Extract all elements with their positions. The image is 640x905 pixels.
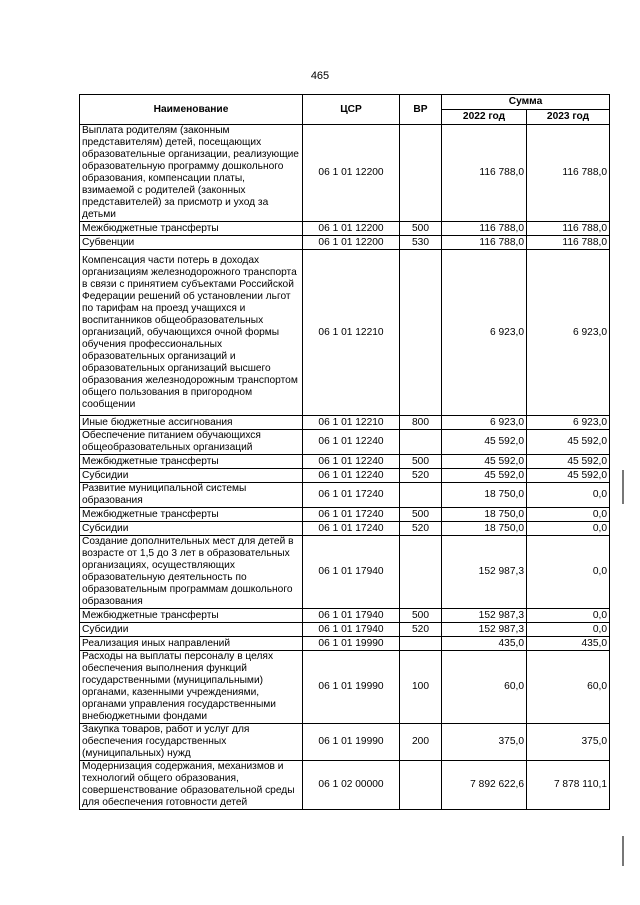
row-vr-cell (400, 536, 442, 609)
row-sum-2023-cell: 0,0 (527, 483, 610, 508)
row-sum-2023-cell: 6 923,0 (527, 416, 610, 430)
header-sum: Сумма (442, 95, 610, 110)
row-csr-cell: 06 1 01 12200 (303, 236, 400, 250)
row-sum-2023-cell: 6 923,0 (527, 250, 610, 416)
header-csr: ЦСР (303, 95, 400, 125)
row-sum-2023-cell: 0,0 (527, 623, 610, 637)
row-sum-2023-cell: 7 878 110,1 (527, 761, 610, 810)
row-name-cell: Модернизация содержания, механизмов и технологий общего образования, совершенствование образовательной среды для обеспечения готовности детей (80, 761, 303, 810)
table-row (80, 250, 610, 416)
row-sum-2022-cell: 375,0 (442, 724, 527, 761)
row-csr-cell: 06 1 01 17240 (303, 483, 400, 508)
row-vr-cell: 800 (400, 416, 442, 430)
table-row (80, 222, 610, 236)
table-header (80, 95, 610, 125)
page-number: 465 (310, 70, 330, 82)
row-vr-cell (400, 483, 442, 508)
header-year-2023: 2023 год (527, 110, 610, 125)
row-csr-cell: 06 1 01 17940 (303, 536, 400, 609)
row-sum-2023-cell: 435,0 (527, 637, 610, 651)
row-vr-cell: 500 (400, 455, 442, 469)
row-sum-2022-cell: 435,0 (442, 637, 527, 651)
row-sum-2023-cell: 0,0 (527, 536, 610, 609)
row-sum-2023-cell: 60,0 (527, 651, 610, 724)
header-vr: ВР (400, 95, 442, 125)
table-row (80, 469, 610, 483)
row-vr-cell (400, 761, 442, 810)
row-sum-2022-cell: 60,0 (442, 651, 527, 724)
header-year-2022: 2022 год (442, 110, 527, 125)
row-sum-2022-cell: 7 892 622,6 (442, 761, 527, 810)
row-name-cell: Межбюджетные трансферты (80, 455, 303, 469)
page-edge-mark (622, 470, 624, 504)
row-csr-cell: 06 1 02 00000 (303, 761, 400, 810)
table-row (80, 236, 610, 250)
table-row (80, 430, 610, 455)
table-row (80, 508, 610, 522)
row-name-cell: Межбюджетные трансферты (80, 222, 303, 236)
row-csr-cell: 06 1 01 19990 (303, 724, 400, 761)
row-sum-2023-cell: 116 788,0 (527, 125, 610, 222)
row-name-cell: Компенсация части потерь в доходах организациям железнодорожного транспорта в связи с принятием субъектами Российской Федерации решений об установлении льгот по тарифам на проезд учащихся и воспитанников общеобразовательных организаций, обучающихся очной формы обучения профессиональных образовательных организаций и образовательных организаций высшего образования железнодорожным транспортом общего пользования в пригородном сообщении (80, 250, 303, 416)
row-vr-cell: 530 (400, 236, 442, 250)
row-sum-2022-cell: 116 788,0 (442, 222, 527, 236)
row-csr-cell: 06 1 01 12240 (303, 430, 400, 455)
row-vr-cell: 520 (400, 623, 442, 637)
row-name-cell: Выплата родителям (законным представителям) детей, посещающих образовательные организации, реализующие образовательную программу дошкольного образования, компенсации платы, взимаемой с родителей (законных представителей) за присмотр и уход за детьми (80, 125, 303, 222)
table-row (80, 483, 610, 508)
row-vr-cell: 500 (400, 508, 442, 522)
row-name-cell: Межбюджетные трансферты (80, 609, 303, 623)
row-vr-cell: 500 (400, 222, 442, 236)
row-sum-2022-cell: 45 592,0 (442, 455, 527, 469)
row-sum-2022-cell: 152 987,3 (442, 536, 527, 609)
row-sum-2023-cell: 375,0 (527, 724, 610, 761)
row-csr-cell: 06 1 01 12200 (303, 125, 400, 222)
budget-table (79, 94, 610, 810)
row-name-cell: Закупка товаров, работ и услуг для обеспечения государственных (муниципальных) нужд (80, 724, 303, 761)
row-sum-2022-cell: 6 923,0 (442, 416, 527, 430)
row-sum-2023-cell: 0,0 (527, 508, 610, 522)
page-edge-mark (622, 836, 624, 866)
row-csr-cell: 06 1 01 17940 (303, 609, 400, 623)
row-sum-2022-cell: 45 592,0 (442, 469, 527, 483)
row-name-cell: Субсидии (80, 522, 303, 536)
row-csr-cell: 06 1 01 17240 (303, 508, 400, 522)
row-sum-2023-cell: 45 592,0 (527, 455, 610, 469)
table-row (80, 609, 610, 623)
row-vr-cell (400, 430, 442, 455)
row-sum-2022-cell: 18 750,0 (442, 522, 527, 536)
row-sum-2023-cell: 116 788,0 (527, 236, 610, 250)
row-vr-cell: 100 (400, 651, 442, 724)
row-sum-2023-cell: 0,0 (527, 609, 610, 623)
row-sum-2022-cell: 45 592,0 (442, 430, 527, 455)
row-sum-2022-cell: 152 987,3 (442, 609, 527, 623)
row-name-cell: Реализация иных направлений (80, 637, 303, 651)
table-row (80, 651, 610, 724)
table-row (80, 522, 610, 536)
table-row (80, 125, 610, 222)
row-sum-2023-cell: 45 592,0 (527, 430, 610, 455)
table-body (80, 125, 610, 810)
row-csr-cell: 06 1 01 12240 (303, 469, 400, 483)
row-sum-2022-cell: 18 750,0 (442, 483, 527, 508)
row-name-cell: Обеспечение питанием обучающихся общеобразовательных организаций (80, 430, 303, 455)
row-name-cell: Иные бюджетные ассигнования (80, 416, 303, 430)
row-csr-cell: 06 1 01 12240 (303, 455, 400, 469)
row-csr-cell: 06 1 01 17940 (303, 623, 400, 637)
row-sum-2022-cell: 116 788,0 (442, 125, 527, 222)
table-row (80, 761, 610, 810)
row-csr-cell: 06 1 01 19990 (303, 637, 400, 651)
row-name-cell: Межбюджетные трансферты (80, 508, 303, 522)
row-vr-cell: 500 (400, 609, 442, 623)
row-sum-2023-cell: 45 592,0 (527, 469, 610, 483)
row-vr-cell: 520 (400, 469, 442, 483)
row-sum-2022-cell: 6 923,0 (442, 250, 527, 416)
row-sum-2023-cell: 0,0 (527, 522, 610, 536)
row-name-cell: Создание дополнительных мест для детей в возрасте от 1,5 до 3 лет в образовательных организациях, осуществляющих образовательную деятельность по образовательным программам дошкольного образования (80, 536, 303, 609)
row-sum-2023-cell: 116 788,0 (527, 222, 610, 236)
row-name-cell: Развитие муниципальной системы образования (80, 483, 303, 508)
row-sum-2022-cell: 152 987,3 (442, 623, 527, 637)
row-vr-cell (400, 250, 442, 416)
row-vr-cell (400, 125, 442, 222)
row-name-cell: Субсидии (80, 469, 303, 483)
row-vr-cell: 520 (400, 522, 442, 536)
row-sum-2022-cell: 18 750,0 (442, 508, 527, 522)
table-row (80, 536, 610, 609)
table-row (80, 724, 610, 761)
table-row (80, 455, 610, 469)
table-row (80, 623, 610, 637)
table-row (80, 637, 610, 651)
row-csr-cell: 06 1 01 12210 (303, 416, 400, 430)
row-sum-2022-cell: 116 788,0 (442, 236, 527, 250)
row-vr-cell (400, 637, 442, 651)
row-csr-cell: 06 1 01 17240 (303, 522, 400, 536)
row-name-cell: Субсидии (80, 623, 303, 637)
row-csr-cell: 06 1 01 19990 (303, 651, 400, 724)
row-vr-cell: 200 (400, 724, 442, 761)
header-name: Наименование (80, 95, 303, 125)
row-name-cell: Расходы на выплаты персоналу в целях обеспечения выполнения функций государственными (муниципальными) органами, казенными учреждениями, органами управления государственными внебюджетными фондами (80, 651, 303, 724)
row-name-cell: Субвенции (80, 236, 303, 250)
row-csr-cell: 06 1 01 12200 (303, 222, 400, 236)
row-csr-cell: 06 1 01 12210 (303, 250, 400, 416)
table-row (80, 416, 610, 430)
